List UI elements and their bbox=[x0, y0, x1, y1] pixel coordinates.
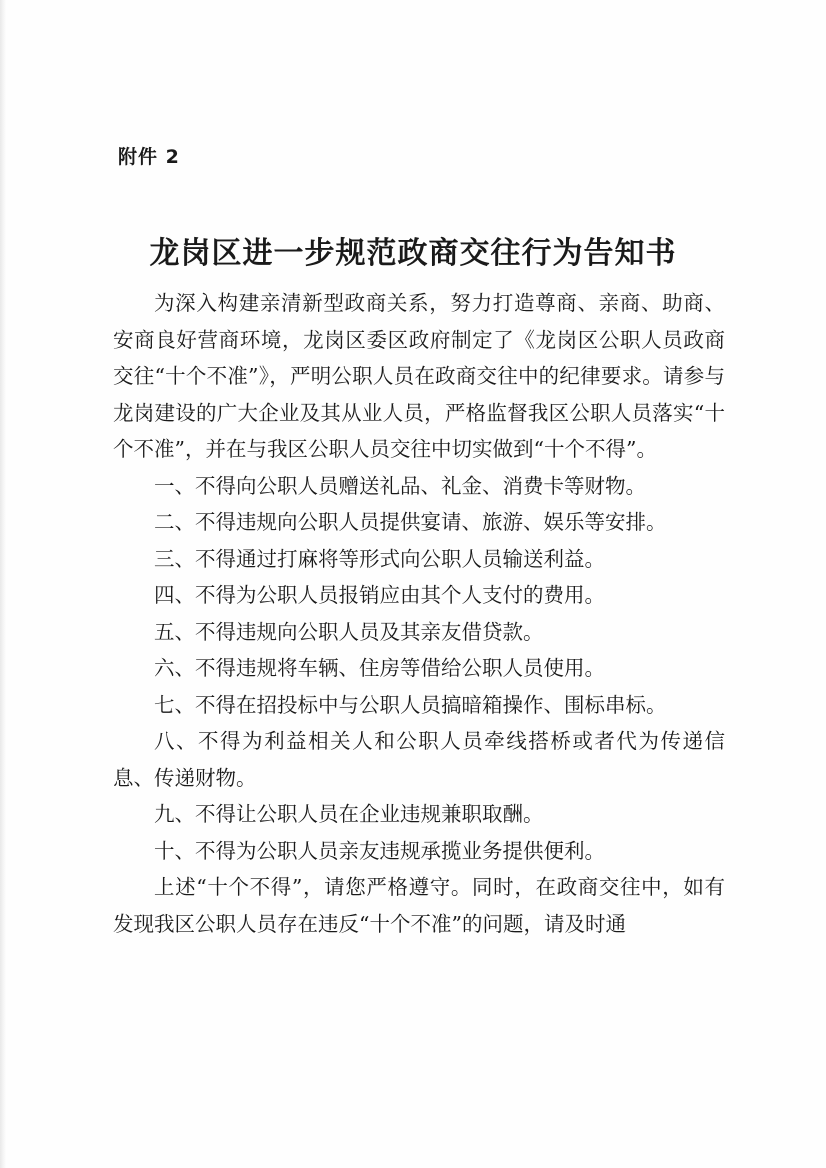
intro-paragraph: 为深入构建亲清新型政商关系，努力打造尊商、亲商、助商、安商良好营商环境，龙岗区委区政府制定了《龙岗区公职人员政商交往“十个不准”》，严明公职人员在政商交往中的纪律要求。请参与龙岗建设的广大企业及其从业人员，严格监督我区公职人员落实“十个不准”，并在与我区公职人员交往中切实做到“十个不得”。 bbox=[113, 291, 725, 461]
attachment-label: 附件 2 bbox=[118, 146, 180, 168]
rule-item-1: 一、不得向公职人员赠送礼品、礼金、消费卡等财物。 bbox=[154, 473, 646, 498]
rule-item-5: 五、不得违规向公职人员及其亲友借贷款。 bbox=[154, 619, 544, 644]
rule-item-9: 九、不得让公职人员在企业违规兼职取酬。 bbox=[154, 802, 544, 826]
rule-item-2: 二、不得违规向公职人员提供宴请、旅游、娱乐等安排。 bbox=[154, 510, 667, 534]
rule-item-6: 六、不得违规将车辆、住房等借给公职人员使用。 bbox=[154, 656, 605, 680]
scan-edge-shadow bbox=[0, 0, 6, 1168]
rule-item-8: 八、不得为利益相关人和公职人员牵线搭桥或者代为传递信息、传递财物。 bbox=[113, 729, 725, 790]
rule-item-3: 三、不得通过打麻将等形式向公职人员输送利益。 bbox=[154, 546, 605, 571]
document-body bbox=[113, 285, 725, 942]
rule-item-7: 七、不得在招投标中与公职人员搞暗箱操作、围标串标。 bbox=[154, 692, 667, 717]
document-title: 龙岗区进一步规范政商交往行为告知书 bbox=[149, 236, 677, 271]
rule-item-10: 十、不得为公职人员亲友违规承揽业务提供便利。 bbox=[154, 838, 605, 863]
closing-paragraph: 上述“十个不得”，请您严格遵守。同时，在政商交往中，如有发现我区公职人员存在违反“十个不准”的问题，请及时通 bbox=[113, 875, 725, 936]
rule-item-4: 四、不得为公职人员报销应由其个人支付的费用。 bbox=[154, 583, 605, 607]
